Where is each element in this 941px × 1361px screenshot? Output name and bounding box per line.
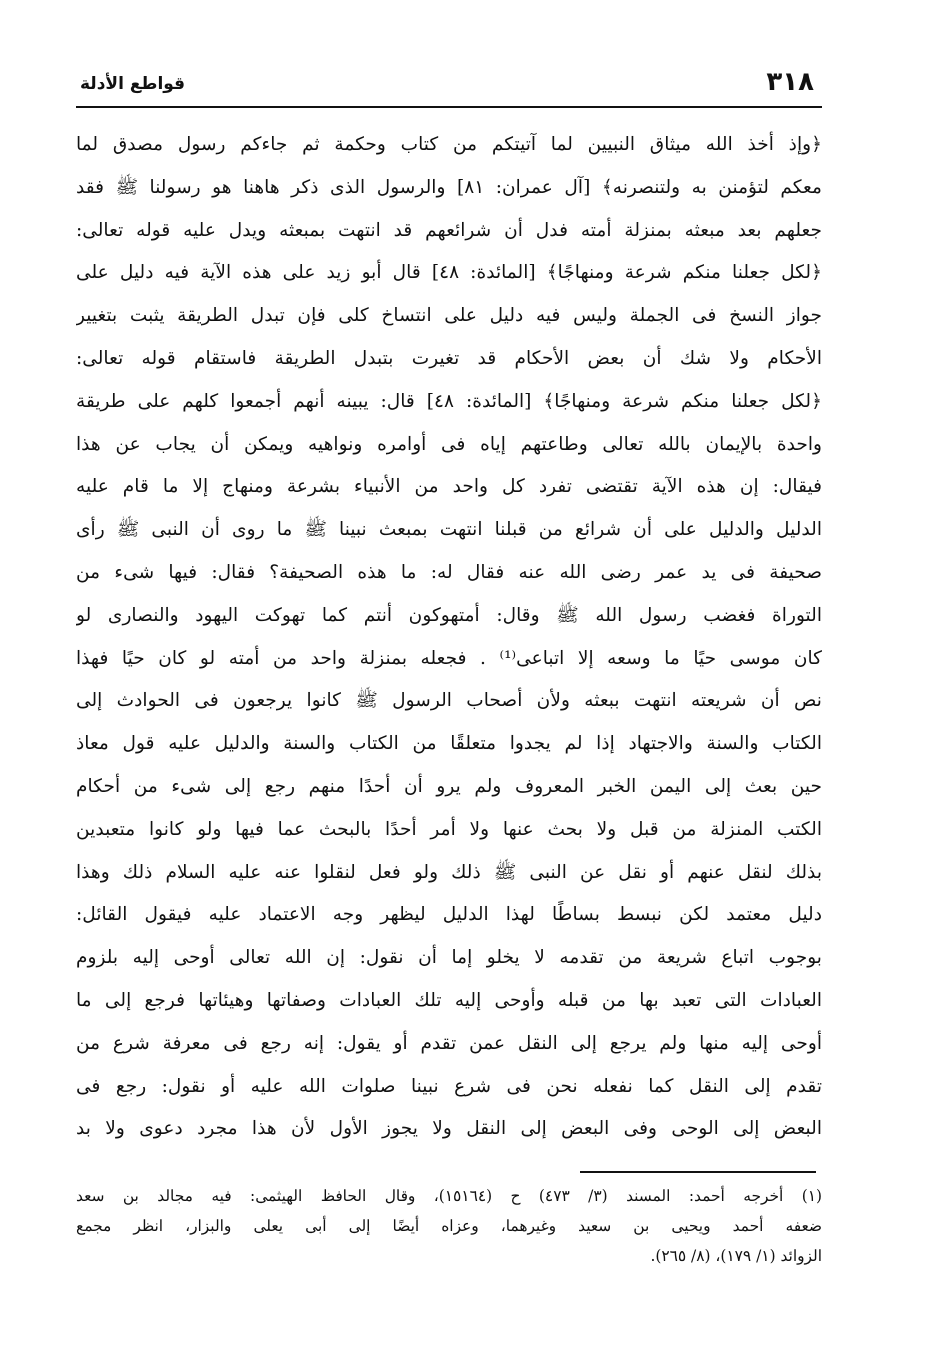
text-line: بذلك لنقل عنهم أو نقل عن النبى ﷺ ذلك ولو فعل لنقلوا عنه عليه السلام ذلك وهذا	[76, 861, 822, 883]
text-line: التوراة فغضب رسول الله ﷺ وقال: أمتهوكون أنتم كما تهوكت اليهود والنصارى لو	[76, 604, 822, 626]
text-line: ﴿لكل جعلنا منكم شرعة ومنهاجًا﴾ [المائدة: ٤٨] قال أبو زيد على هذه الآية فيه دليل على	[76, 262, 822, 284]
text-line: نص أن شريعته انتهت ببعثه ولأن أصحاب الرسول ﷺ كانوا يرجعون فى الحوادث إلى	[76, 690, 822, 712]
footnote-divider	[580, 1171, 816, 1173]
text-line: جواز النسخ فى الجملة وليس فيه دليل على انتساخ كلى فإن تبدل الطريقة يثبت بتغيير	[76, 305, 822, 327]
text-line: الدليل والدليل على أن شرائع من قبلنا انتهت بمبعث نبينا ﷺ ما روى أن النبى ﷺ رأى	[76, 519, 822, 541]
text-line: كان موسى حيًا ما وسعه إلا اتباعى⁽¹⁾ . فجعله بمنزلة واحد من أمته لو كان حيًا فهذا	[76, 647, 822, 669]
text-line: واحدة بالإيمان بالله تعالى وطاعتهم إياه فى أوامره ونواهيه ويمكن أن يجاب عن هذا	[76, 433, 822, 455]
text-line: ﴿لكل جعلنا منكم شرعة ومنهاجًا﴾ [المائدة: ٤٨] قال: يبينه أنهم أجمعوا كلهم على طريقة	[76, 390, 822, 412]
page-number: ٣١٨	[766, 67, 814, 97]
text-line: الكتاب والسنة والاجتهاد إذا لم يجدوا متعلقًا من الكتاب والسنة والدليل عليه قول معاذ	[76, 733, 822, 755]
text-line: البعض إلى الوحى وفى البعض إلى النقل ولا يجوز الأول لأن هذا مجرد دعوى ولا بد	[76, 1118, 822, 1140]
text-line: جعلهم بعد مبعثه بمنزلة أمته فدل أن شرائعهم قد انتهت بمبعثه ويدل عليه قوله تعالى:	[76, 219, 822, 241]
text-line: دليل معتمد لكن نبسط بساطًا لهذا الدليل ليظهر وجه الاعتماد عليه فيقول القائل:	[76, 904, 822, 926]
book-page	[76, 62, 822, 1332]
footnote-line: الزوائد (١/ ١٧٩)، (٨/ ٢٦٥).	[650, 1247, 822, 1266]
footnote-line: (١) أخرجه أحمد: المسند (٣/ ٤٧٣) ح (١٥١٦٤)، وقال الحافظ الهيثمى: فيه مجالد بن سعد	[76, 1187, 822, 1206]
main-text	[76, 124, 822, 1151]
text-line: الكتب المنزلة من قبل ولا بحث عنها ولا أمر أحدًا بالبحث عما فيها ولو كانوا متعبدين	[76, 818, 822, 840]
text-line: صحيفة فى يد عمر رضى الله عنه فقال له: ما هذه الصحيفة؟ فقال: فيها شىء من	[76, 561, 822, 583]
text-line: معكم لتؤمنن به ولتنصرنه﴾ [آل عمران: ٨١] والرسول الذى ذكر هاهنا هو رسولنا ﷺ فقد	[76, 176, 822, 198]
text-line: الأحكام ولا شك أن بعض الأحكام قد تغيرت بتبدل الطريقة فاستقام قوله تعالى:	[76, 347, 822, 369]
footnote-line: ضعفه أحمد ويحيى بن سعيد وغيرهما، وعزاه أيضًا إلى أبى يعلى والبزار، انظر مجمع	[76, 1217, 822, 1236]
text-line: حين بعث إلى اليمن الخبر المعروف ولم يرو أن أحدًا منهم رجع إلى شىء من أحكام	[76, 775, 822, 797]
text-line: بوجوب اتباع شريعة من تقدمه لا يخلو إما أن نقول: إن الله تعالى أوحى إليه بلزوم	[76, 947, 822, 969]
page-header	[76, 62, 822, 108]
text-line: أوحى إليه منها ولم يرجع إلى النقل عمن تقدم أو يقول: إنه رجع فى معرفة شرع من	[76, 1032, 822, 1054]
text-line: ﴿وإذ أخذ الله ميثاق النبيين لما آتيتكم من كتاب وحكمة ثم جاءكم رسول مصدق لما	[76, 134, 822, 155]
text-line: تقدم إلى النقل كما نفعله نحن فى شرع نبينا صلوات الله عليه أو نقول: رجع فى	[76, 1075, 822, 1097]
running-title: قواطع الأدلة	[80, 74, 186, 94]
footnotes	[76, 1181, 822, 1271]
text-line: العبادات التى تعبد بها من قبله وأوحى إليه تلك العبادات وصفاتها وهيئاتها فرجع إلى ما	[76, 989, 822, 1011]
text-line: فيقال: إن هذه الآية تقتضى تفرد كل واحد من الأنبياء بشرعة ومنهاج إلا ما قام عليه	[76, 476, 822, 498]
